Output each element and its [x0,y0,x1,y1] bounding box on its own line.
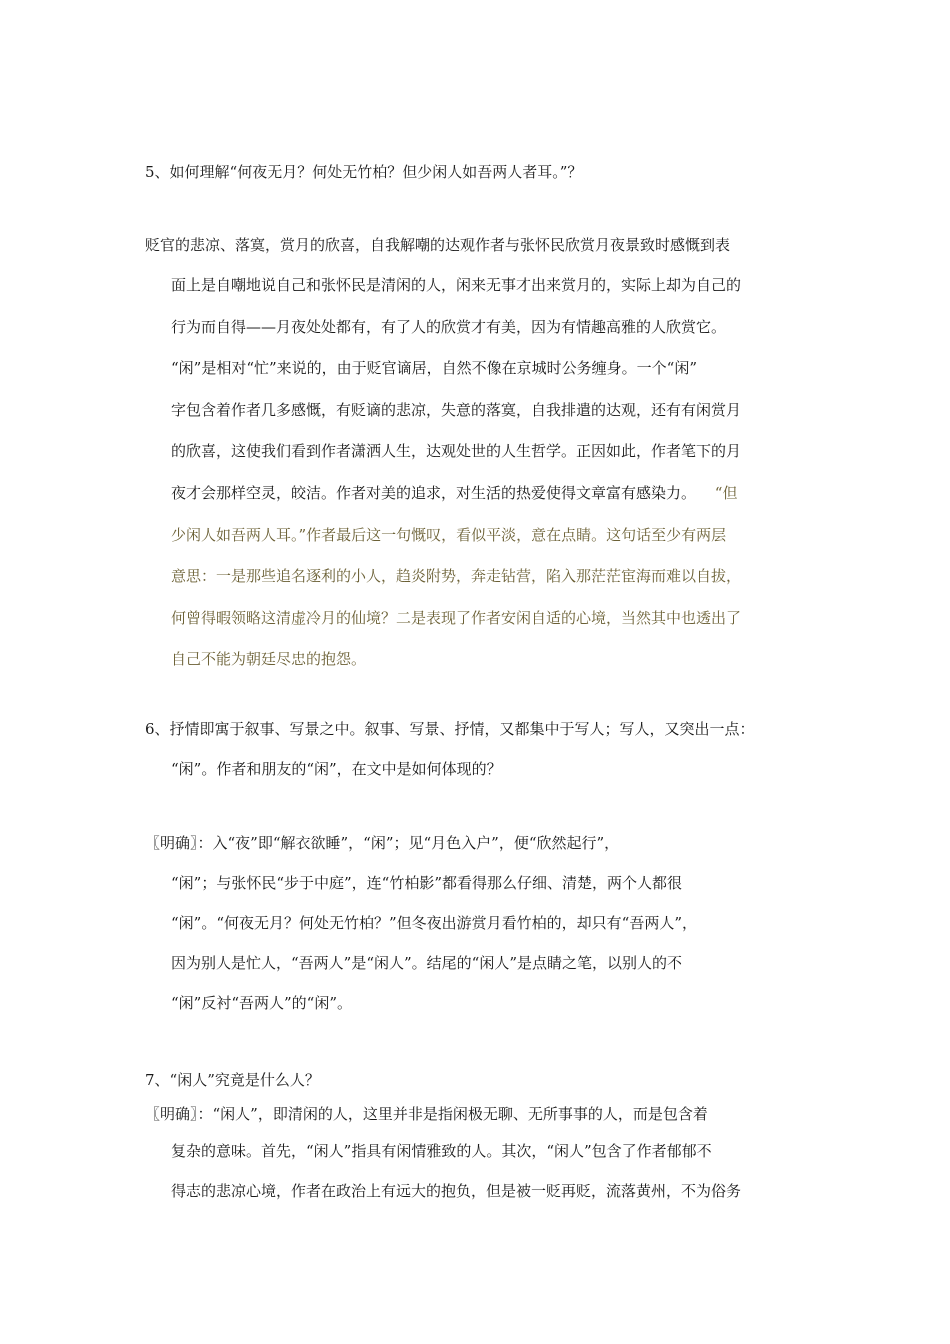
answer-5-line-highlight: 意思：一是那些追名逐利的小人，趋炎附势，奔走钻营，陷入那茫茫宦海而难以自拔， [171,567,742,586]
answer-6-body [145,863,815,1023]
question-5 [145,160,815,184]
answer-6-line: “闲”反衬“吾两人”的“闲”。 [171,994,353,1012]
answer-5-line-part: 夜才会那样空灵，皎洁。作者对美的追求，对生活的热爱使得文章富有感染力。 [171,483,697,502]
answer-5 [145,226,815,681]
question-6 [145,710,815,791]
answer-5-mixed-line [171,473,815,515]
answer-6 [145,824,815,1023]
answer-5-line: 的欣喜，这使我们看到作者潇洒人生，达观处世的人生哲学。正因如此，作者笔下的月 [171,442,742,461]
answer-5-line: 行为而自得——月夜处处都有，有了人的欣赏才有美，因为有情趣高雅的人欣赏它。 [171,317,727,336]
answer-5-line-part-quote: “但 [714,483,738,502]
answer-6-first-line: 〖明确〗：入“夜”即“解衣欲睡”，“闲”；见“月色入户”，便“欣然起行”， [145,834,620,852]
answer-5-line: “闲”是相对“忙”来说的，由于贬官谪居，自然不像在京城时公务缠身。一个“闲” [171,359,698,378]
answer-7-body [145,1131,815,1211]
question-5-text: 5、如何理解“何夜无月？何处无竹柏？但少闲人如吾两人者耳。”？ [145,163,583,181]
answer-5-line-highlight: 何曾得暇领略这清虚冷月的仙境？二是表现了作者安闲自适的心境，当然其中也透出了 [171,608,742,627]
question-6-first-line: 6、抒情即寓于叙事、写景之中。叙事、写景、抒情，又都集中于写人；写人，又突出一点： [145,720,755,738]
answer-5-line-highlight: 少闲人如吾两人耳。”作者最后这一句慨叹，看似平淡，意在点睛。这句话至少有两层 [171,525,727,544]
answer-6-line: “闲”；与张怀民“步于中庭”，连“竹柏影”都看得那么仔细、清楚，两个人都很 [171,874,683,892]
answer-7-line: 复杂的意味。首先，“闲人”指具有闲情雅致的人。其次，“闲人”包含了作者郁郁不 [171,1142,712,1160]
question-7 [145,1068,815,1092]
question-6-line: “闲”。作者和朋友的“闲”，在文中是如何体现的？ [171,760,502,778]
answer-5-line: 字包含着作者几多感慨，有贬谪的悲凉，失意的落寞，自我排遣的达观，还有有闲赏月 [171,400,742,419]
question-6-body [145,749,815,791]
answer-5-line: 面上是自嘲地说自己和张怀民是清闲的人，闲来无事才出来赏月的，实际上却为自己的 [171,276,742,294]
answer-7 [145,1097,815,1211]
answer-7-line: 得志的悲凉心境，作者在政治上有远大的抱负，但是被一贬再贬，流落黄州，不为俗务 [171,1182,742,1200]
question-7-text: 7、“闲人”究竟是什么人？ [145,1071,320,1089]
answer-5-body [145,265,815,681]
answer-5-line-highlight: 自己不能为朝廷尽忠的抱怨。 [171,650,367,669]
answer-6-line: “闲”。“何夜无月？何处无竹柏？”但冬夜出游赏月看竹柏的，却只有“吾两人”， [171,914,698,932]
answer-5-first-line: 贬官的悲凉、落寞，赏月的欣喜，自我解嘲的达观作者与张怀民欣赏月夜景致时感慨到表 [145,236,731,254]
answer-7-first-line: 〖明确〗：“闲人”，即清闲的人，这里并非是指闲极无聊、无所事事的人，而是包含着 [145,1105,708,1123]
answer-6-line: 因为别人是忙人，“吾两人”是“闲人”。结尾的“闲人”是点睛之笔，以别人的不 [171,954,683,972]
